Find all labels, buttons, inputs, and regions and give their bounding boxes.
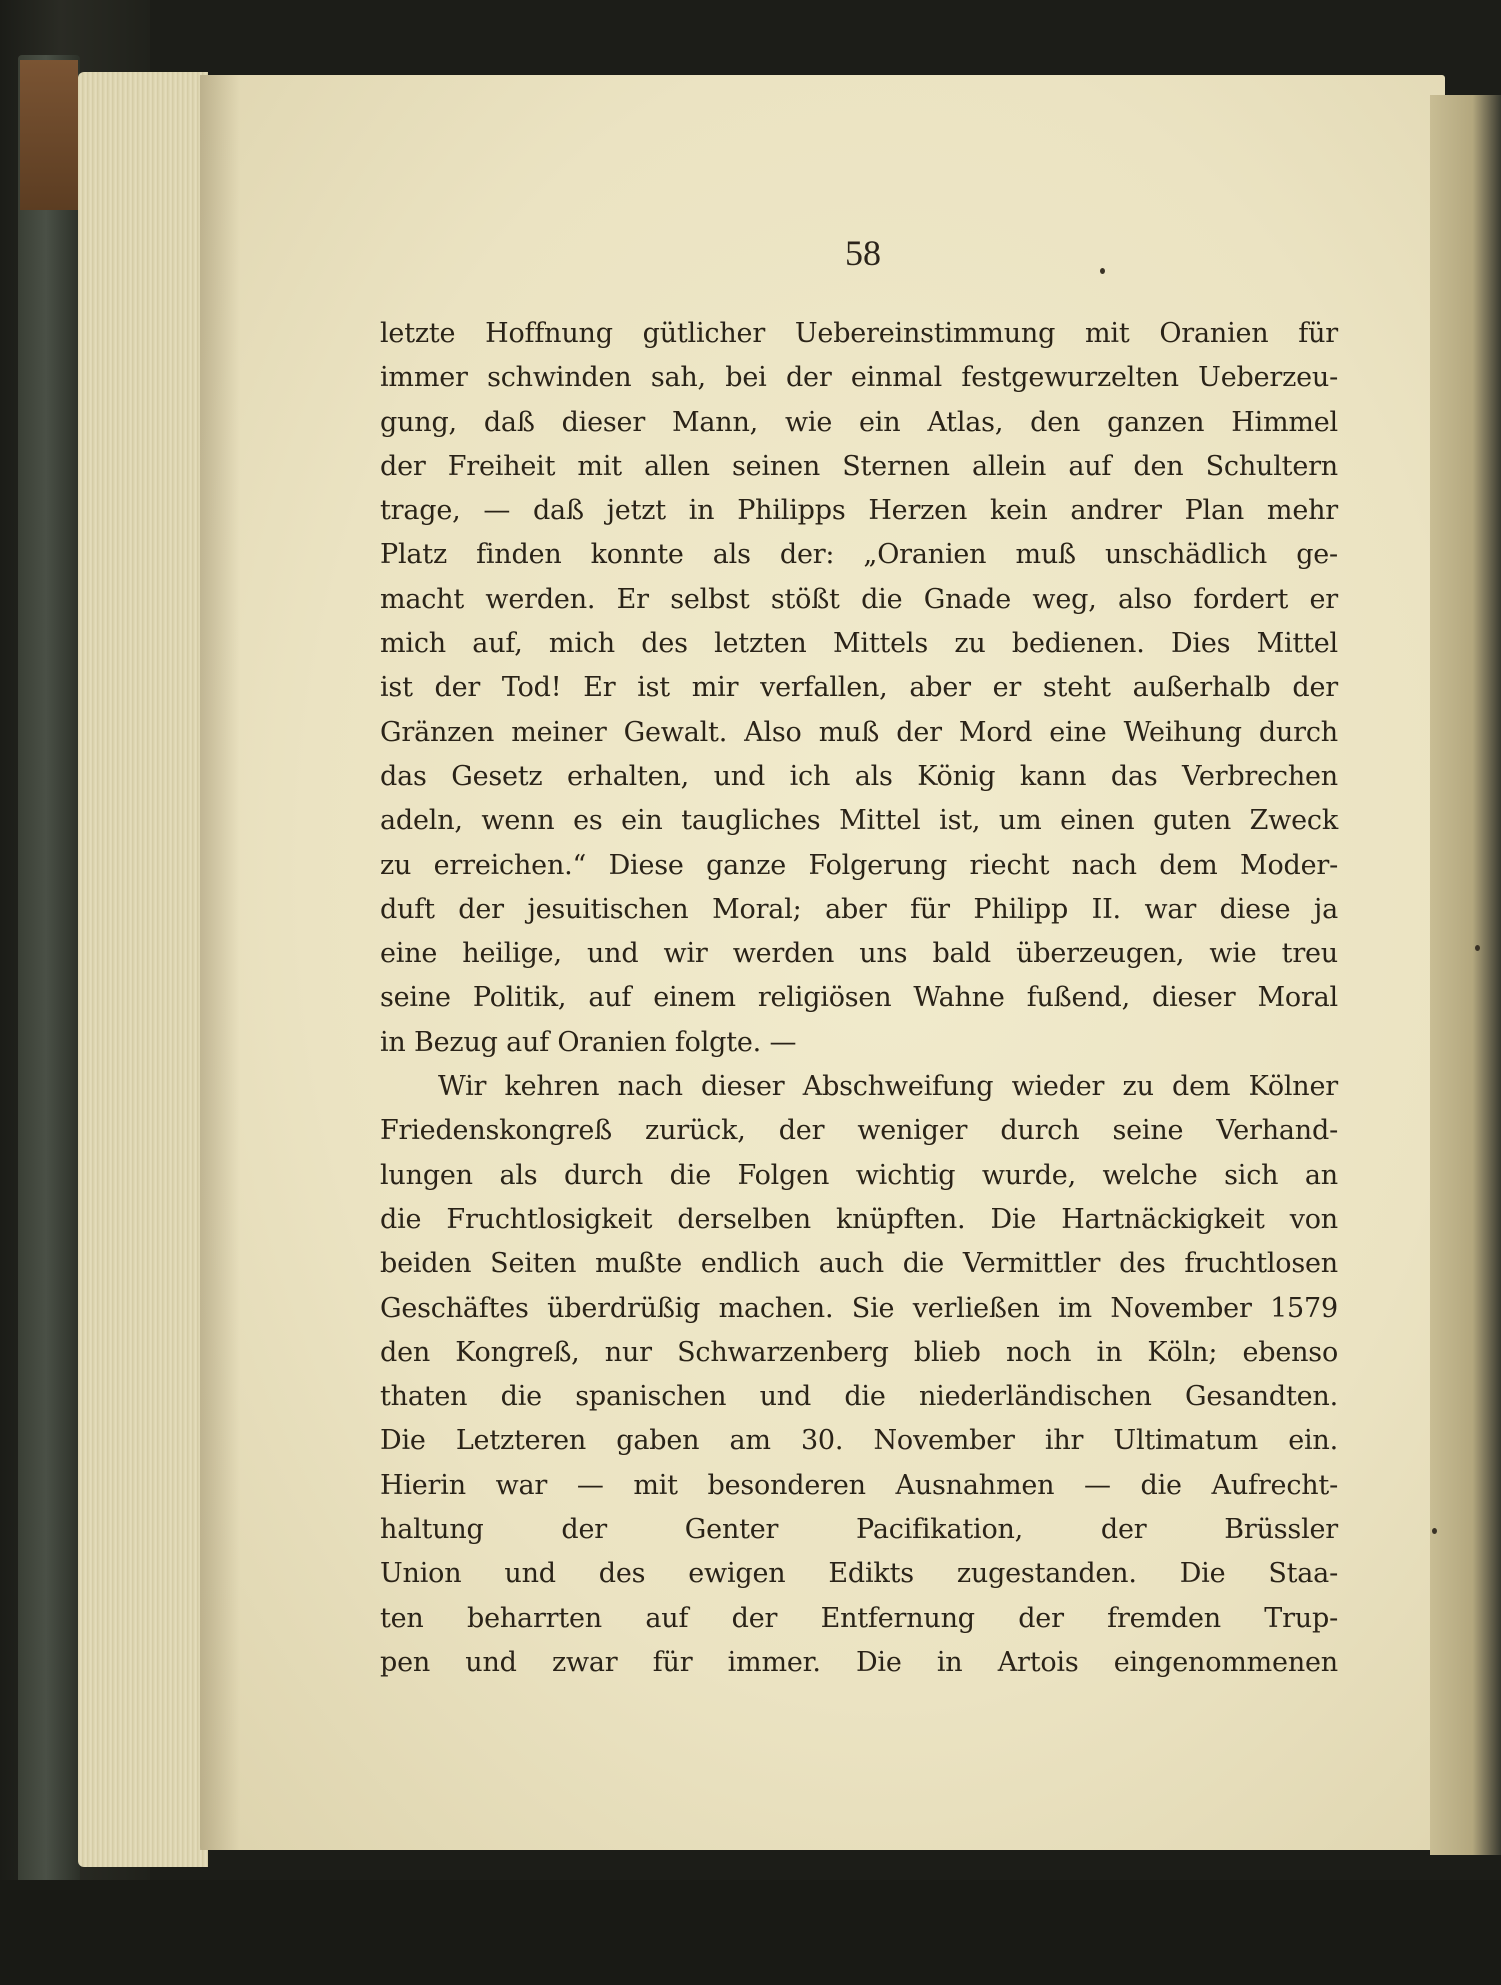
text-line: mich auf, mich des letzten Mittels zu bedienen. Dies Mittel (380, 628, 1338, 660)
text-line: Hierin war — mit besonderen Ausnahmen — die Aufrecht- (380, 1469, 1338, 1501)
text-line: Die Letzteren gaben am 30. November ihr Ultimatum ein. (380, 1425, 1338, 1457)
text-line: Geschäftes überdrüßig machen. Sie verließen im November 1579 (380, 1292, 1338, 1324)
text-line: Union und des ewigen Edikts zugestanden. Die Staa- (380, 1558, 1338, 1590)
text-line: ist der Tod! Er ist mir verfallen, aber er steht außerhalb der (380, 672, 1338, 704)
text-line: haltung der Genter Pacifikation, der Brüssler (380, 1514, 1338, 1546)
text-line: immer schwinden sah, bei der einmal festgewurzelten Ueberzeu- (380, 362, 1338, 394)
text-line: adeln, wenn es ein taugliches Mittel ist, um einen guten Zweck (380, 805, 1338, 837)
text-line: Platz finden konnte als der: „Oranien muß unschädlich ge- (380, 539, 1338, 571)
body-text (380, 312, 1338, 1685)
page-stack-edge (78, 72, 208, 1867)
text-line: das Gesetz erhalten, und ich als König kann das Verbrechen (380, 760, 1338, 792)
book-cover-edge (18, 55, 80, 1895)
page-number: 58 (845, 233, 881, 273)
text-line: duft der jesuitischen Moral; aber für Philipp II. war diese ja (380, 893, 1338, 925)
text-line: macht werden. Er selbst stößt die Gnade weg, also fordert er (380, 583, 1338, 615)
paragraph-start-line: Wir kehren nach dieser Abschweifung wieder zu dem Kölner (438, 1071, 1338, 1103)
text-line: letzte Hoffnung gütlicher Uebereinstimmung mit Oranien für (380, 318, 1338, 349)
text-line: gung, daß dieser Mann, wie ein Atlas, den ganzen Himmel (380, 406, 1338, 438)
ink-speck (1100, 268, 1105, 274)
text-line: ten beharrten auf der Entfernung der fremden Trup- (380, 1602, 1338, 1634)
text-line: der Freiheit mit allen seinen Sternen allein auf den Schultern (380, 450, 1338, 482)
text-line: den Kongreß, nur Schwarzenberg blieb noch in Köln; ebenso (380, 1336, 1338, 1368)
scan-background (0, 1880, 1501, 1985)
text-line: lungen als durch die Folgen wichtig wurde, welche sich an (380, 1159, 1338, 1191)
text-line: in Bezug auf Oranien folgte. — (380, 1026, 797, 1058)
gutter-shadow (200, 75, 240, 1850)
ink-speck (1475, 945, 1480, 951)
facing-page-edge (1430, 95, 1501, 1855)
text-line: seine Politik, auf einem religiösen Wahne fußend, dieser Moral (380, 982, 1338, 1014)
text-line: die Fruchtlosigkeit derselben knüpften. Die Hartnäckigkeit von (380, 1203, 1338, 1235)
leather-corner (20, 60, 78, 210)
text-line: Gränzen meiner Gewalt. Also muß der Mord eine Weihung durch (380, 716, 1338, 748)
text-line: thaten die spanischen und die niederländischen Gesandten. (380, 1381, 1338, 1413)
text-line: beiden Seiten mußte endlich auch die Vermittler des fruchtlosen (380, 1248, 1338, 1280)
text-line: zu erreichen.“ Diese ganze Folgerung riecht nach dem Moder- (380, 849, 1338, 881)
text-line: pen und zwar für immer. Die in Artois eingenommenen (380, 1646, 1338, 1678)
text-line: trage, — daß jetzt in Philipps Herzen kein andrer Plan mehr (380, 495, 1338, 527)
ink-speck (1432, 1528, 1437, 1534)
text-line: eine heilige, und wir werden uns bald überzeugen, wie treu (380, 938, 1338, 970)
text-line: Friedenskongreß zurück, der weniger durch seine Verhand- (380, 1115, 1338, 1147)
